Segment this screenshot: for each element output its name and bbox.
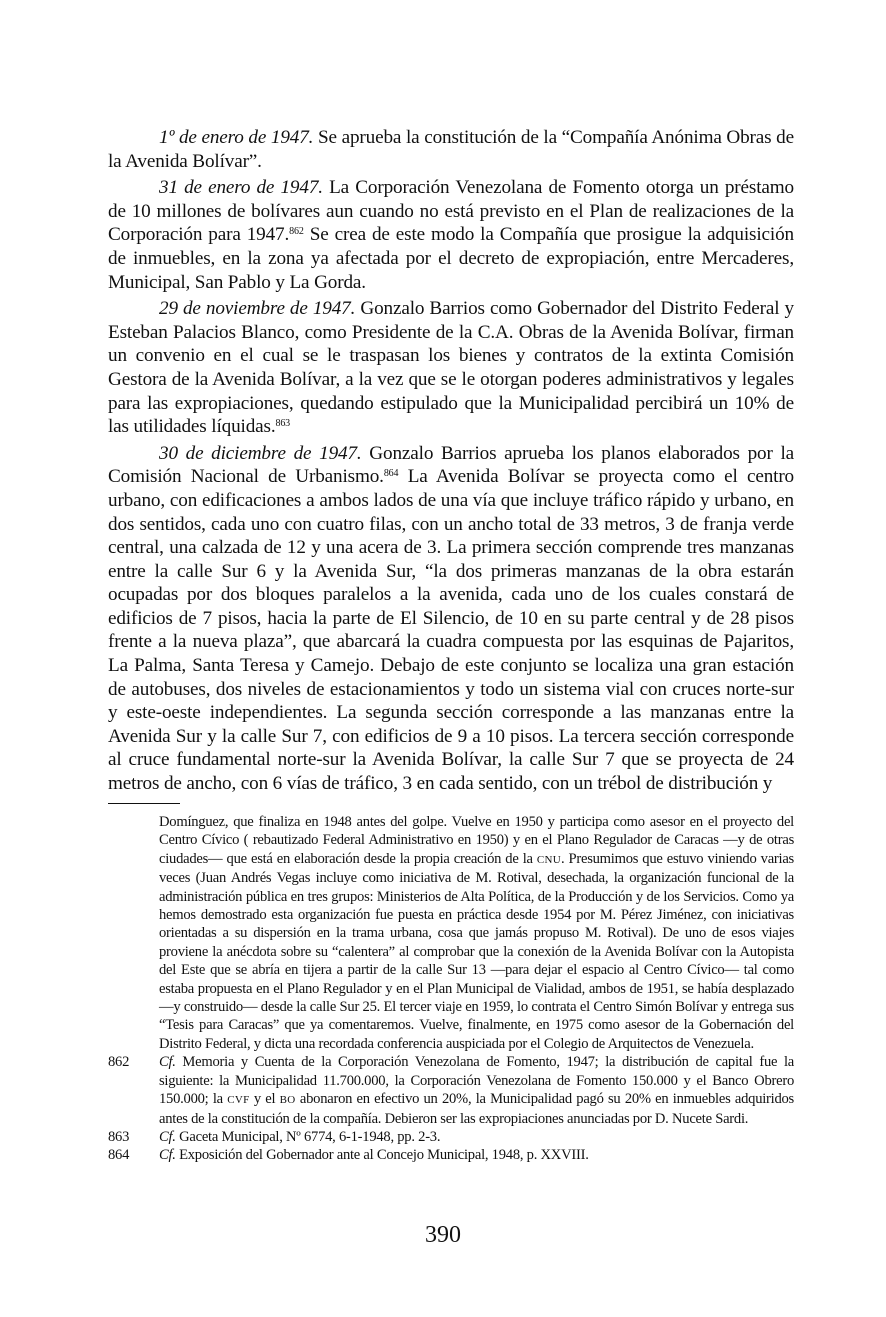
abbreviation: CNU: [536, 853, 561, 866]
abbreviation: CVF: [227, 1094, 250, 1107]
paragraph-31-enero-1947: [108, 176, 794, 294]
paragraph-30-diciembre-1947: [108, 442, 794, 796]
footnote-text-part: y el: [249, 1091, 280, 1108]
footnote-text: [159, 813, 794, 1053]
entry-text: Se aprueba la constitución de la “Compañía Anónima Obras de la Avenida Bolívar”.: [108, 127, 794, 172]
footnote-number: [108, 813, 159, 1053]
footnote-continued: [108, 813, 794, 1053]
footnote-separator: [108, 803, 180, 804]
footnote-number: 864: [108, 1147, 130, 1164]
entry-text: La Corporación Venezolana de Fomento otorga un préstamo de 10 millones de bolívares aun cuando no está previsto en el Plan de realizaciones de la Corporación para 1947.: [108, 177, 794, 246]
footnote-text: [159, 1053, 794, 1128]
footnote-text-part: Exposición del Gobernador ante al Concejo Municipal, 1948, p. XXVIII.: [175, 1147, 589, 1164]
footnote-number: 862: [108, 1054, 130, 1071]
entry-text: La Avenida Bolívar se proyecta como el centro urbano, con edificaciones a ambos lados de una vía que incluye tráfico rápido y urbano, en dos sentidos, cada uno con cuatro filas, con un ancho total de 33 metros, 3 de franja verde central, una calzada de 12 y una acera de 3. La primera sección comprende tres manzanas entre la calle Sur 6 y la Avenida Sur, “la dos primeras manzanas de la obra estarán ocupadas por dos bloques paralelos a la avenida, cada uno de los cuales constará de edificios de 7 pisos, hacia la parte de El Silencio, de 10 en su parte central y de 28 pisos frente a la nueva plaza”, que abarcará la cuadra compuesta por las esquinas de Pajaritos, La Palma, Santa Teresa y Camejo. Debajo de este conjunto se localiza una gran estación de autobuses, dos niveles de estacionamientos y todo un sistema vial con cruces norte-sur y este-oeste independientes. La segunda sección corresponde a las manzanas entre la Avenida Sur y la calle Sur 7, con edificios de 9 a 10 pisos. La tercera sección corresponde al cruce fundamental norte-sur la Avenida Bolívar, la calle Sur 7 que se proyecta de 24 metros de ancho, con 6 vías de tráfico, 3 en cada sentido, con un trébol de distribución y: [108, 466, 794, 795]
paragraph-29-noviembre-1947: [108, 297, 794, 439]
footnotes: [108, 813, 794, 1165]
entry-text: Se crea de este modo la Compañía que prosigue la adquisición de inmuebles, en la zona ya afectada por el decreto de expropiación, entre Mercaderes, Municipal, San Pablo y La Gorda.: [108, 224, 794, 293]
entry-date: 30 de diciembre de 1947.: [159, 442, 362, 464]
abbreviation: BO: [279, 1094, 296, 1107]
cf-abbrev: Cf.: [159, 1128, 176, 1145]
entry-date: 29 de noviembre de 1947.: [159, 298, 356, 320]
body-text: [108, 126, 794, 799]
footnote-text: [159, 1146, 794, 1164]
footnote-text-part: Memoria y Cuenta de la Corporación Venezolana de Fomento, 1947; la distribución de capital fue la siguiente: la Municipalidad 11.700.000, la Corporación Venezolana de Fomento 150.000 y el Banco Obrero 150.000; la: [159, 1054, 794, 1108]
paragraph-1-enero-1947: [108, 126, 794, 173]
footnote-863: [108, 1128, 794, 1146]
entry-text: Gonzalo Barrios aprueba los planos elaborados por la Comisión Nacional de Urbanismo.: [108, 442, 794, 488]
footnote-ref-862[interactable]: 862: [289, 226, 304, 238]
cf-abbrev: Cf.: [159, 1147, 176, 1164]
footnote-text-part: Domínguez, que finaliza en 1948 antes del golpe. Vuelve en 1950 y participa como asesor en el proyecto del Centro Cívico ( rebautizado Federal Administrativo en 1950) y en el Plano Regulador de Caracas —y de otras ciudades— que está en elaboración desde la propia creación de la: [159, 814, 794, 867]
footnote-text-part: . Presumimos que estuvo viniendo varias veces (Juan Andrés Vegas incluye como iniciativa de M. Rotival, desechada, la organización funcional de la administración pública en tres grupos: Ministerios de Alta Política, de la Producción y de los Servicios. Como ya hemos demostrado esta organización fue puesta en práctica desde 1954 por M. Pérez Jiménez, con iniciativas orientadas a su dispersión en la trama urbana, cosa que jamás propuso M. Rotival). De uno de esos viajes proviene la anécdota sobre su “calentera” al comprobar que la conexión de la Avenida Bolívar con la Autopista del Este que se abría en tijera a partir de la calle Sur 13 —para dejar el espacio al Centro Cívico— tal como estaba propuesta en el Plano Regulador y en el Plan Municipal de Vialidad, ambos de 1951, se había desplazado —y construido— desde la calle Sur 25. El tercer viaje en 1959, lo contrata el Centro Simón Bolívar y entrega sus “Tesis para Caracas” que ya comentaremos. Vuelve, finalmente, en 1975 como asesor de la Gobernación del Distrito Federal, y dicta una recordada conferencia auspiciada por el Colegio de Arquitectos de Venezuela.: [159, 850, 794, 1052]
footnote-862: [108, 1053, 794, 1128]
entry-date: 31 de enero de 1947.: [159, 177, 323, 199]
footnote-ref-864[interactable]: 864: [383, 468, 399, 480]
entry-text: Gonzalo Barrios como Gobernador del Distrito Federal y Esteban Palacios Blanco, como Presidente de la C.A. Obras de la Avenida Bolívar, firman un convenio en el cual se le traspasan los bienes y contratos de la extinta Comisión Gestora de la Avenida Bolívar, a la vez que se le otorgan poderes administrativos y legales para las expropiaciones, quedando estipulado que la Municipalidad percibirá un 10% de las utilidades líquidas.: [108, 298, 794, 438]
entry-date: 1º de enero de 1947.: [159, 127, 314, 148]
footnote-text-part: abonaron en efectivo un 20%, la Municipalidad pagó su 20% en inmuebles adquiridos antes de la constitución de la compañía. Debieron ser las expropiaciones anunciadas por D. Nucete Sardi.: [159, 1091, 794, 1127]
footnote-text: [159, 1128, 794, 1146]
footnote-text-part: Gaceta Municipal, Nº 6774, 6-1-1948, pp. 2-3.: [175, 1128, 441, 1145]
page-number: 390: [425, 1222, 461, 1248]
footnote-number: 863: [108, 1128, 130, 1145]
footnote-864: [108, 1146, 794, 1164]
cf-abbrev: Cf.: [159, 1054, 176, 1071]
footnote-ref-863[interactable]: 863: [275, 418, 291, 430]
